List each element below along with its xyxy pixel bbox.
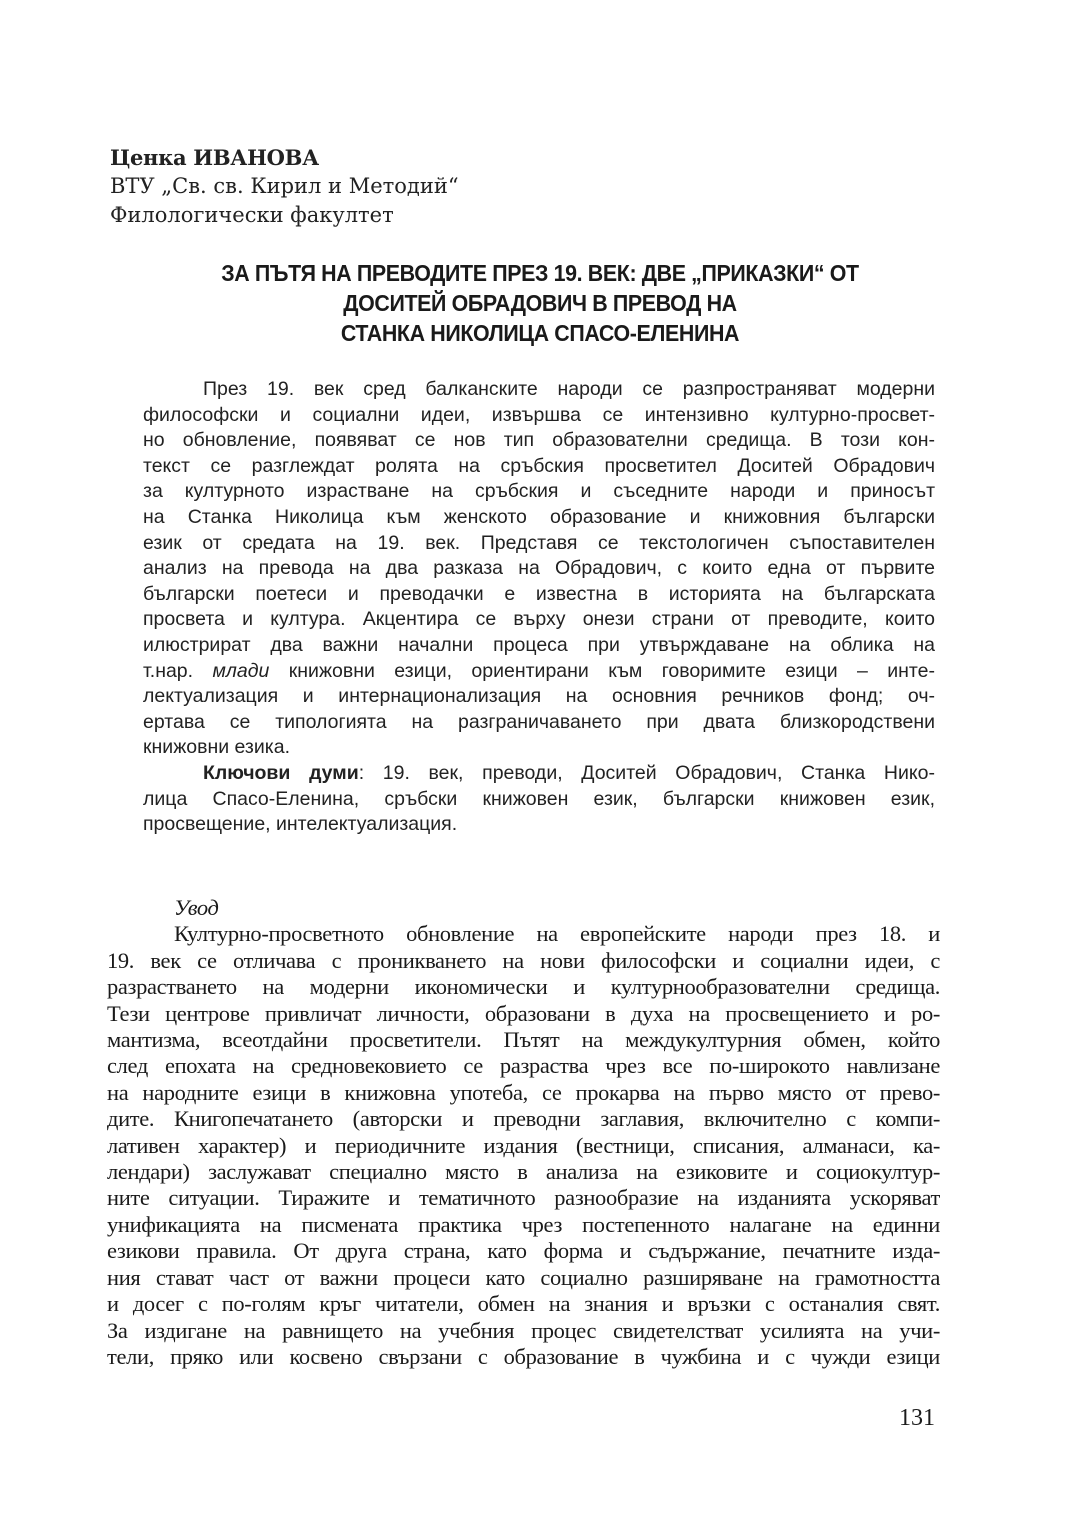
body-line: Културно-просветното обновление на европейските народи през 18. и (174, 921, 940, 947)
body-line: лативен характер) и периодичните издания (вестници, списания, алманаси, ка- (107, 1132, 940, 1158)
body-line: унификацията на писмената практика чрез постепенното налагане на единни (107, 1211, 940, 1237)
abstract-line: за културното израстване на сръбския и съседните народи и приносът (143, 480, 935, 503)
abstract-line: просвета и култура. Акцентира се върху онези страни от преводите, които (143, 608, 935, 631)
section-heading: Увод (174, 895, 219, 920)
keywords-line: просвещение, интелектуализация. (143, 813, 458, 836)
abstract-line: текст се разглеждат ролята на сръбския просветител Доситей Обрадович (143, 454, 935, 477)
body-line: мантизма, всеотдайни просветители. Пътят на междукултурния обмен, който (107, 1027, 940, 1053)
title-line: ЗА ПЪТЯ НА ПРЕВОДИТЕ ПРЕЗ 19. ВЕК: ДВЕ „ПРИКАЗКИ“ ОТ (221, 260, 859, 286)
author-name: Ценка ИВАНОВА (110, 145, 319, 170)
emphasis-term: млади (212, 659, 270, 682)
body-line: За издигане на равнището на учебния процес свидетелстват усилията на учи- (107, 1317, 940, 1343)
keywords (143, 761, 935, 838)
abstract-line: философски и социални идеи, извършва се интензивно културно-просвет- (143, 403, 935, 426)
abstract-line: илюстрират два важни начални процеса при утвърждаване на облика на (143, 633, 935, 656)
body-line: и досег с по-голям кръг читатели, обмен на знания и връзки с останалия свят. (107, 1291, 940, 1317)
abstract-line: български поетеси и преводачки е известна в историята на българската (143, 582, 935, 605)
keywords-label: Ключови думи (203, 761, 359, 784)
abstract-line (143, 659, 935, 685)
body-line: езикови правила. От друга страна, като форма и съдържание, печатните изда- (107, 1238, 940, 1264)
title-line: ДОСИТЕЙ ОБРАДОВИЧ В ПРЕВОД НА (343, 290, 737, 316)
keywords-line (143, 761, 935, 787)
abstract-line: ертава се типологията на разграничаването при двата близкородствени (143, 710, 935, 733)
abstract-text: книжовни езици, ориентирани към говоримите езици – инте- (269, 659, 935, 682)
author-faculty: Филологически факултет (110, 203, 394, 227)
keywords-line: лица Спасо-Еленина, сръбски книжовен език, български книжовен език, (143, 787, 935, 810)
abstract-paragraph (143, 377, 935, 403)
title-line: СТАНКА НИКОЛИЦА СПАСО-ЕЛЕНИНА (340, 320, 740, 346)
abstract-text: т.нар. (143, 659, 213, 682)
abstract-line: но обновление, появяват се нов тип образователни средища. В този кон- (143, 429, 935, 452)
body-line: на народните езици в книжовна употеба, се прокарва на първо място от прево- (107, 1079, 940, 1105)
body-line: 19. век се отличава с проникването на нови философски и социални идеи, с (107, 947, 940, 973)
body-line: дите. Книгопечатането (авторски и преводни заглавия, включително с компи- (107, 1106, 940, 1132)
abstract-line: книжовни езика. (143, 736, 290, 759)
body-line: ните ситуации. Тиражите и тематичното разнообразие на изданията ускоряват (107, 1185, 940, 1211)
body-line: след епохата на средновековието се разраства чрез все по-широкото навлизане (107, 1053, 940, 1079)
keywords-separator: : (358, 761, 365, 784)
abstract (143, 377, 935, 838)
page-number: 131 (899, 1405, 935, 1431)
body-text (107, 895, 940, 1370)
body-line: лендари) заслужават специално място в анализа на езиковите и социокултур- (107, 1159, 940, 1185)
body-line: тели, пряко или косвено свързани с образование в чужбина и с чужди езици (107, 1343, 940, 1369)
author-affiliation: ВТУ „Св. св. Кирил и Методий“ (110, 174, 459, 198)
abstract-line: анализ на превода на два разказа на Обрадович, с които една от първите (143, 557, 935, 580)
body-paragraph (107, 921, 940, 1370)
abstract-line: на Станка Николица към женското образование и книжовния български (143, 505, 935, 528)
body-line: разрастването на модерни икономически и културнообразователни средища. (107, 974, 940, 1000)
body-line: Тези центрове привличат личности, образовани в духа на просвещението и ро- (107, 1000, 940, 1026)
keywords-text: 19. век, преводи, Доситей Обрадович, Станка Нико- (364, 761, 935, 784)
abstract-line: език от средата на 19. век. Представя се текстологичен съпоставителен (143, 531, 935, 554)
abstract-line: През 19. век сред балканските народи се разпространяват модерни (203, 378, 935, 400)
body-line: ния стават част от важни процеси като социално разширяване на грамотността (107, 1264, 940, 1290)
abstract-line: лектуализация и интернационализация на основния речников фонд; оч- (143, 685, 935, 708)
paper-title (168, 258, 912, 348)
author-block (110, 143, 459, 230)
